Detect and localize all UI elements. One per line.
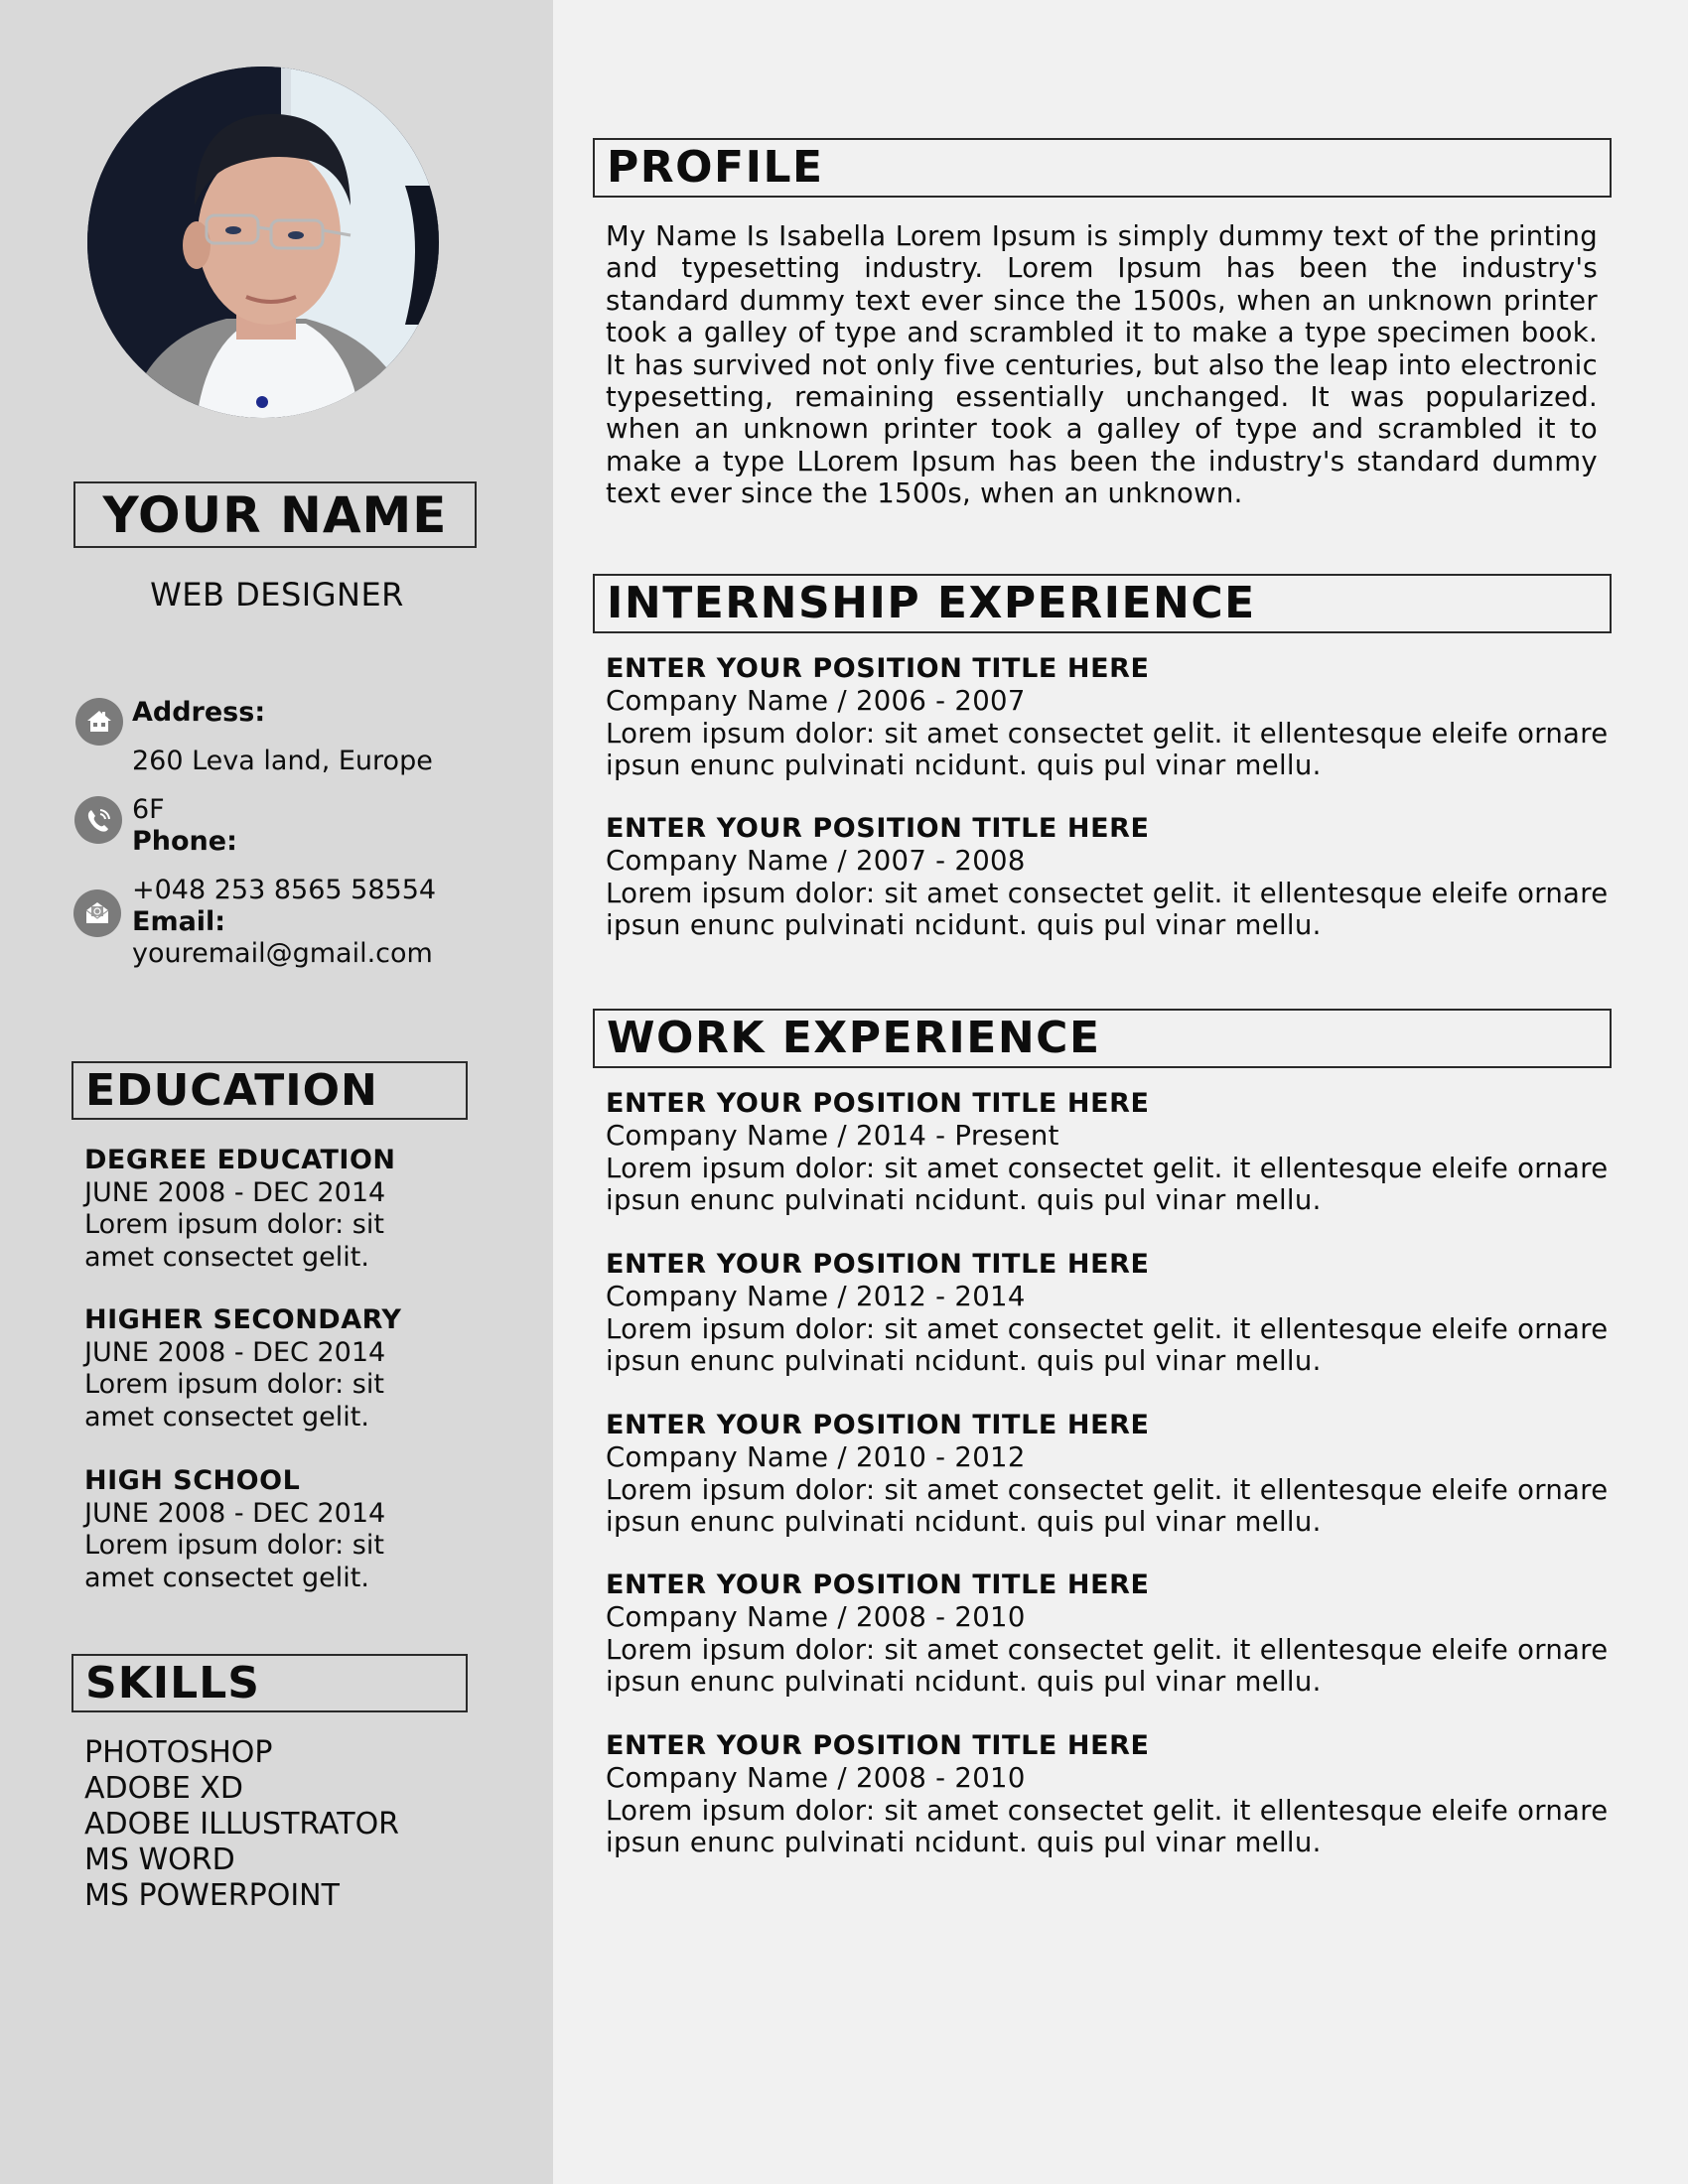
job-desc: Lorem ipsum dolor: sit amet consectet gelit. it ellentesque eleife ornare bbox=[606, 1152, 1609, 1184]
profile-photo bbox=[87, 67, 439, 418]
profile-summary: My Name Is Isabella Lorem Ipsum is simply dummy text of the printing and typesetting industry. Lorem Ipsum has been the industry's standard dummy text ever since the 1500s, when an unknown printer took a galley of type and scrambled it to make a type specimen book. It has survived not only five centuries, but also the leap into electronic typesetting, remaining essentially unchanged. It was popularized. when an unknown printer took a galley of type and scrambled it to make a type LLorem Ipsum has been the industry's standard dummy text ever since the 1500s, when an unknown. bbox=[606, 220, 1598, 510]
email-label: Email: bbox=[132, 906, 226, 937]
internship-heading-text: INTERNSHIP EXPERIENCE bbox=[607, 578, 1256, 628]
job-desc: Lorem ipsum dolor: sit amet consectet gelit. it ellentesque eleife ornare bbox=[606, 1473, 1609, 1506]
skill-item: ADOBE XD bbox=[84, 1771, 243, 1806]
skills-list bbox=[84, 1735, 399, 1914]
work-heading-text: WORK EXPERIENCE bbox=[607, 1013, 1101, 1063]
education-item bbox=[84, 1304, 501, 1433]
education-item bbox=[84, 1145, 501, 1274]
sidebar bbox=[0, 0, 553, 2184]
job-desc: Lorem ipsum dolor: sit amet consectet gelit. it ellentesque eleife ornare bbox=[606, 877, 1609, 909]
company-dates: Company Name / 2006 - 2007 bbox=[606, 685, 1026, 718]
phone-value: +048 253 8565 58554 bbox=[132, 875, 437, 905]
education-desc: amet consectet gelit. bbox=[84, 1401, 369, 1433]
position-title: ENTER YOUR POSITION TITLE HERE bbox=[606, 1730, 1150, 1761]
job-desc: Lorem ipsum dolor: sit amet consectet gelit. it ellentesque eleife ornare bbox=[606, 1794, 1609, 1827]
home-icon bbox=[75, 698, 123, 746]
work-item bbox=[606, 1570, 1609, 1699]
company-dates: Company Name / 2012 - 2014 bbox=[606, 1281, 1026, 1313]
education-heading-text: EDUCATION bbox=[85, 1064, 378, 1116]
position-title: ENTER YOUR POSITION TITLE HERE bbox=[606, 1570, 1150, 1600]
position-title: ENTER YOUR POSITION TITLE HERE bbox=[606, 1249, 1150, 1280]
education-desc: Lorem ipsum dolor: sit bbox=[84, 1369, 384, 1400]
skill-item: MS WORD bbox=[84, 1843, 235, 1877]
education-desc: amet consectet gelit. bbox=[84, 1241, 369, 1273]
job-desc: ipsun enunc pulvinati ncidunt. quis pul vinar mellu. bbox=[606, 1345, 1322, 1378]
internship-heading bbox=[593, 574, 1612, 633]
job-desc: ipsun enunc pulvinati ncidunt. quis pul vinar mellu. bbox=[606, 1666, 1322, 1699]
education-dates: JUNE 2008 - DEC 2014 bbox=[84, 1176, 386, 1208]
company-dates: Company Name / 2008 - 2010 bbox=[606, 1762, 1026, 1795]
company-dates: Company Name / 2007 - 2008 bbox=[606, 845, 1026, 878]
phone-prefix: 6F bbox=[132, 794, 165, 825]
education-desc: amet consectet gelit. bbox=[84, 1562, 369, 1593]
position-title: ENTER YOUR POSITION TITLE HERE bbox=[606, 813, 1150, 844]
education-heading bbox=[71, 1061, 468, 1120]
internship-item bbox=[606, 653, 1609, 782]
education-title: HIGHER SECONDARY bbox=[84, 1304, 402, 1335]
company-dates: Company Name / 2010 - 2012 bbox=[606, 1441, 1026, 1474]
job-desc: Lorem ipsum dolor: sit amet consectet gelit. it ellentesque eleife ornare bbox=[606, 1633, 1609, 1666]
position-title: ENTER YOUR POSITION TITLE HERE bbox=[606, 653, 1150, 684]
work-item bbox=[606, 1249, 1609, 1378]
position-title: ENTER YOUR POSITION TITLE HERE bbox=[606, 1410, 1150, 1440]
address-value: 260 Leva land, Europe bbox=[132, 746, 433, 776]
work-heading bbox=[593, 1009, 1612, 1068]
job-desc: ipsun enunc pulvinati ncidunt. quis pul vinar mellu. bbox=[606, 1506, 1322, 1539]
person-photo-icon bbox=[87, 67, 439, 418]
education-dates: JUNE 2008 - DEC 2014 bbox=[84, 1497, 386, 1529]
job-desc: ipsun enunc pulvinati ncidunt. quis pul vinar mellu. bbox=[606, 909, 1322, 942]
profile-heading-text: PROFILE bbox=[607, 142, 824, 193]
name-title: YOUR NAME bbox=[102, 485, 448, 544]
internship-item bbox=[606, 813, 1609, 942]
phone-label: Phone: bbox=[132, 826, 237, 857]
name-box bbox=[73, 481, 477, 548]
job-desc: Lorem ipsum dolor: sit amet consectet gelit. it ellentesque eleife ornare bbox=[606, 717, 1609, 750]
profile-heading bbox=[593, 138, 1612, 198]
skill-item: PHOTOSHOP bbox=[84, 1735, 273, 1770]
education-title: DEGREE EDUCATION bbox=[84, 1145, 396, 1175]
skills-heading-text: SKILLS bbox=[85, 1657, 260, 1708]
education-title: HIGH SCHOOL bbox=[84, 1465, 301, 1496]
skills-heading bbox=[71, 1654, 468, 1712]
address-label: Address: bbox=[132, 697, 266, 728]
job-desc: ipsun enunc pulvinati ncidunt. quis pul vinar mellu. bbox=[606, 750, 1322, 782]
work-item bbox=[606, 1088, 1609, 1217]
email-icon bbox=[73, 889, 121, 937]
email-value[interactable]: youremail@gmail.com bbox=[132, 938, 433, 969]
work-item bbox=[606, 1730, 1609, 1859]
skill-item: ADOBE ILLUSTRATOR bbox=[84, 1807, 400, 1842]
job-desc: ipsun enunc pulvinati ncidunt. quis pul vinar mellu. bbox=[606, 1827, 1322, 1859]
role-title: WEB DESIGNER bbox=[150, 576, 404, 614]
skill-item: MS POWERPOINT bbox=[84, 1878, 340, 1913]
education-desc: Lorem ipsum dolor: sit bbox=[84, 1209, 384, 1240]
education-item bbox=[84, 1465, 501, 1594]
company-dates: Company Name / 2014 - Present bbox=[606, 1120, 1059, 1153]
phone-icon bbox=[74, 796, 122, 844]
job-desc: Lorem ipsum dolor: sit amet consectet gelit. it ellentesque eleife ornare bbox=[606, 1312, 1609, 1345]
position-title: ENTER YOUR POSITION TITLE HERE bbox=[606, 1088, 1150, 1119]
company-dates: Company Name / 2008 - 2010 bbox=[606, 1601, 1026, 1634]
education-desc: Lorem ipsum dolor: sit bbox=[84, 1530, 384, 1561]
education-dates: JUNE 2008 - DEC 2014 bbox=[84, 1336, 386, 1368]
job-desc: ipsun enunc pulvinati ncidunt. quis pul vinar mellu. bbox=[606, 1184, 1322, 1217]
work-item bbox=[606, 1410, 1609, 1539]
